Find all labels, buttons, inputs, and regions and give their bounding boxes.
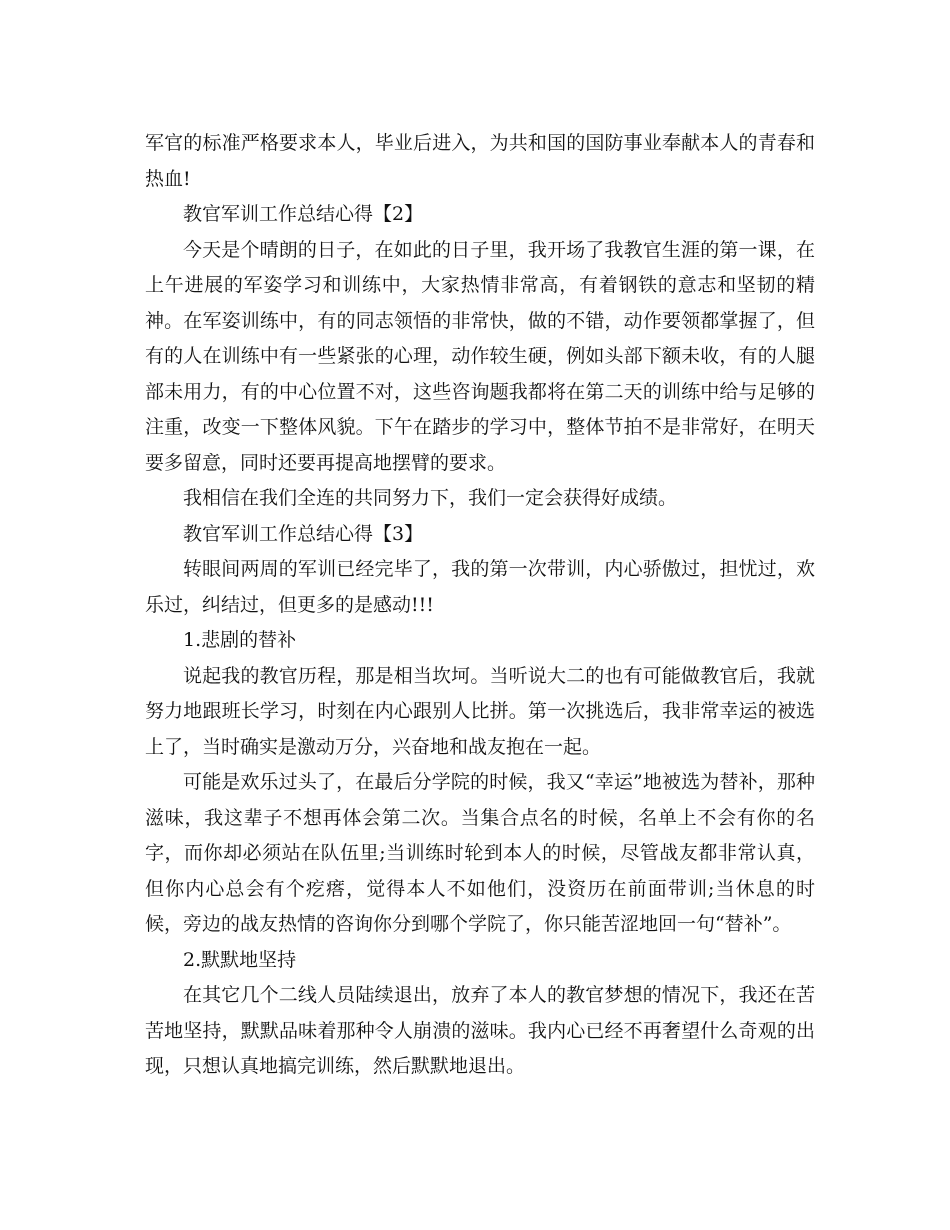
paragraph: 在其它几个二线人员陆续退出，放弃了本人的教官梦想的情况下，我还在苦苦地坚持，默默品味着那种令人崩溃的滋味。我内心已经不再奢望什么奇观的出现，只想认真地搞完训练，然后默默地退出。: [145, 984, 815, 1077]
paragraph-continuation: 军官的标准严格要求本人，毕业后进入，为共和国的国防事业奉献本人的青春和热血!: [145, 132, 815, 190]
paragraph: 今天是个晴朗的日子，在如此的日子里，我开场了我教官生涯的第一课，在上午进展的军姿学习和训练中，大家热情非常高，有着钢铁的意志和坚韧的精神。在军姿训练中，有的同志领悟的非常快，做的不错，动作要领都掌握了，但有的人在训练中有一些紧张的心理，动作较生硬，例如头部下额未收，有的人腿部未用力，有的中心位置不对，这些咨询题我都将在第二天的训练中给与足够的注重，改变一下整体风貌。下午在踏步的学习中，整体节拍不是非常好，在明天要多留意，同时还要再提高地摆臂的要求。: [145, 238, 815, 474]
paragraph: 说起我的教官历程，那是相当坎坷。当听说大二的也有可能做教官后，我就努力地跟班长学习，时刻在内心跟别人比拼。第一次挑选后，我非常幸运的被选上了，当时确实是激动万分，兴奋地和战友抱在一起。: [145, 664, 815, 758]
section-heading-2: 教官军训工作总结心得【2】: [183, 203, 424, 225]
document-page: [145, 126, 815, 1085]
section-heading-3: 教官军训工作总结心得【3】: [183, 522, 424, 545]
paragraph: 转眼间两周的军训已经完毕了，我的第一次带训，内心骄傲过，担忧过，欢乐过，纠结过，但更多的是感动!!!: [145, 558, 815, 616]
subheading-1: 1.悲剧的替补: [183, 629, 297, 651]
paragraph: 可能是欢乐过头了，在最后分学院的时候，我又“幸运”地被选为替补，那种滋味，我这辈子不想再体会第二次。当集合点名的时候，名单上不会有你的名字，而你却必须站在队伍里;当训练时轮到本人的时候，尽管战友都非常认真，但你内心总会有个疙瘩，觉得本人不如他们，没资历在前面带训;当休息的时候，旁边的战友热情的咨询你分到哪个学院了，你只能苦涩地回一句“替补”。: [145, 771, 815, 935]
subheading-2: 2.默默地坚持: [183, 948, 297, 971]
paragraph: 我相信在我们全连的共同努力下，我们一定会获得好成绩。: [183, 487, 678, 509]
